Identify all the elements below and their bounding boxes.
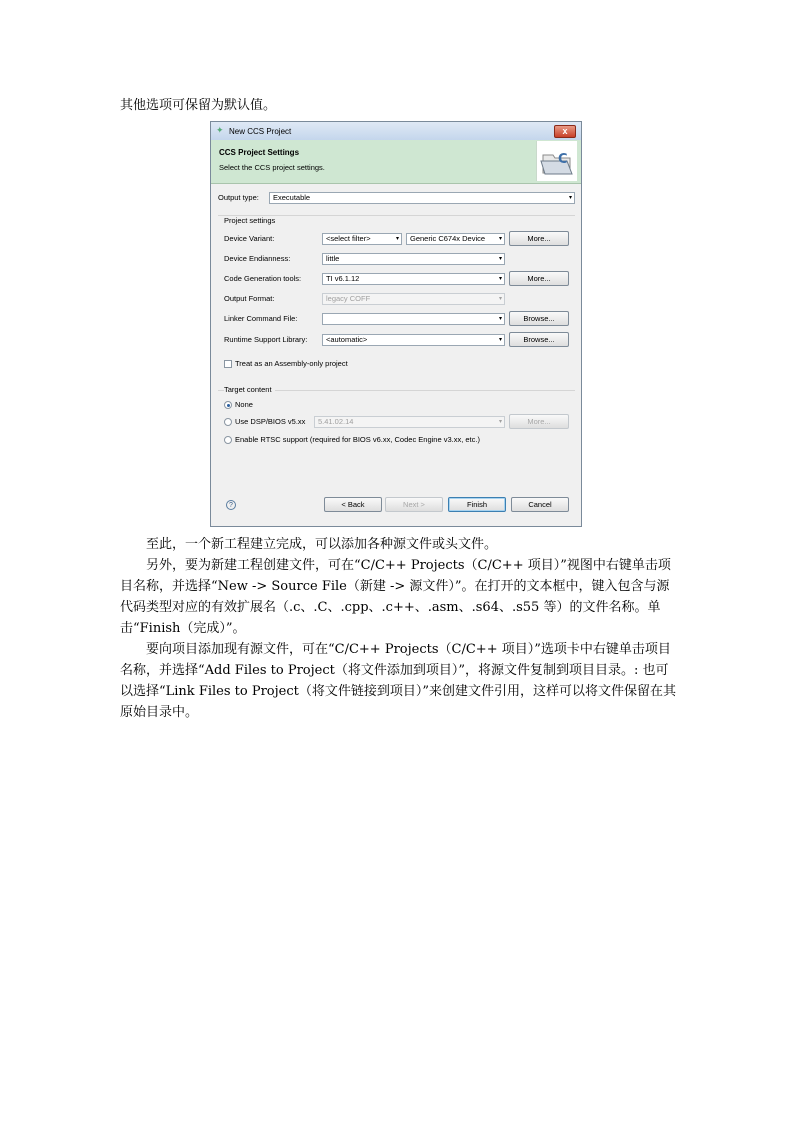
radio-none-label: None (235, 400, 253, 409)
finish-button[interactable]: Finish (448, 497, 506, 512)
runtime-browse-button[interactable]: Browse... (509, 332, 569, 347)
dropdown-arrow-icon: ▾ (498, 236, 502, 242)
cancel-button[interactable]: Cancel (511, 497, 569, 512)
svg-text:C: C (558, 152, 568, 167)
device-variant-label: Device Variant: (224, 234, 275, 243)
radio-rtsc[interactable] (224, 436, 232, 444)
help-icon[interactable]: ? (226, 500, 236, 510)
ccs-app-icon: ✦ (216, 125, 224, 135)
back-button[interactable]: < Back (324, 497, 382, 512)
endianness-select[interactable] (322, 253, 505, 265)
output-type-label: Output type: (218, 193, 259, 202)
dspbios-more-button: More... (509, 414, 569, 429)
dropdown-arrow-icon: ▾ (498, 296, 502, 302)
linker-command-select[interactable] (322, 313, 505, 325)
device-filter-select[interactable] (322, 233, 402, 245)
codegen-tools-label: Code Generation tools: (224, 274, 302, 283)
radio-none[interactable] (224, 401, 232, 409)
output-type-select[interactable] (269, 192, 575, 204)
assembly-only-checkbox[interactable] (224, 360, 232, 368)
radio-rtsc-label: Enable RTSC support (required for BIOS v6.xx, Codec Engine v3.xx, etc.) (235, 435, 480, 444)
codegen-more-button[interactable]: More... (509, 271, 569, 286)
device-filter-value: <select filter> (326, 234, 371, 243)
dspbios-version-select (314, 416, 505, 428)
dropdown-arrow-icon: ▾ (568, 195, 572, 201)
device-more-button[interactable]: More... (509, 231, 569, 246)
dropdown-arrow-icon: ▾ (498, 316, 502, 322)
codegen-tools-select[interactable] (322, 273, 505, 285)
new-ccs-project-dialog (210, 121, 582, 527)
output-type-value: Executable (273, 193, 311, 202)
linker-browse-button[interactable]: Browse... (509, 311, 569, 326)
intro-paragraph: 其他选项可保留为默认值。 (120, 98, 277, 113)
endianness-value: little (326, 254, 340, 263)
output-format-value: legacy COFF (326, 294, 371, 303)
runtime-library-label: Runtime Support Library: (224, 335, 308, 344)
dialog-header (211, 140, 581, 184)
linker-command-label: Linker Command File: (224, 314, 298, 323)
ccs-folder-icon (536, 141, 577, 181)
runtime-library-value: <automatic> (326, 335, 368, 344)
endianness-label: Device Endianness: (224, 254, 291, 263)
dropdown-arrow-icon: ▾ (498, 276, 502, 282)
header-title: CCS Project Settings (219, 148, 300, 157)
device-variant-value: Generic C674x Device (410, 234, 486, 243)
device-variant-select[interactable] (406, 233, 505, 245)
dropdown-arrow-icon: ▾ (498, 337, 502, 343)
assembly-only-label: Treat as an Assembly-only project (235, 359, 348, 368)
output-format-select (322, 293, 505, 305)
project-settings-title: Project settings (224, 216, 278, 226)
dropdown-arrow-icon: ▾ (498, 256, 502, 262)
next-button: Next > (385, 497, 443, 512)
codegen-tools-value: TI v6.1.12 (326, 274, 360, 283)
dropdown-arrow-icon: ▾ (498, 419, 502, 425)
header-subtitle: Select the CCS project settings. (219, 163, 325, 172)
window-title: New CCS Project (229, 127, 292, 136)
add-existing-file-paragraph: 要向项目添加现有源文件，可在“C/C++ Projects（C/C++ 项目）”选项卡中右键单击项目名称，并选择“Add Files to Project（将文件添加到项目）”，将源文件复制到项目目录。: 也可以选择“Link Files to Project（将文件链接到项目）”来创建文件引用，这样可以将文件保留在其原始目录中。 (120, 642, 676, 720)
output-format-label: Output Format: (224, 294, 275, 303)
completion-paragraph: 至此，一个新工程建立完成，可以添加各种源文件或头文件。 (146, 537, 498, 552)
target-content-title: Target content (224, 385, 275, 395)
runtime-library-select[interactable] (322, 334, 505, 346)
close-button[interactable]: x (554, 125, 576, 138)
create-file-paragraph: 另外，要为新建工程创建文件，可在“C/C++ Projects（C/C++ 项目）”视图中右键单击项目名称，并选择“New -> Source File（新建 -> 源文件）”。在打开的文本框中，键入包含与源代码类型对应的有效扩展名（.c、.C、.cpp、.c++、.asm、.s64、.s55 等）的文件名称。单击“Finish（完成）”。 (120, 558, 671, 636)
radio-dspbios-label: Use DSP/BIOS v5.xx (235, 417, 306, 426)
dropdown-arrow-icon: ▾ (395, 236, 399, 242)
title-bar (211, 122, 581, 141)
radio-dspbios[interactable] (224, 418, 232, 426)
dspbios-version-value: 5.41.02.14 (318, 417, 354, 426)
